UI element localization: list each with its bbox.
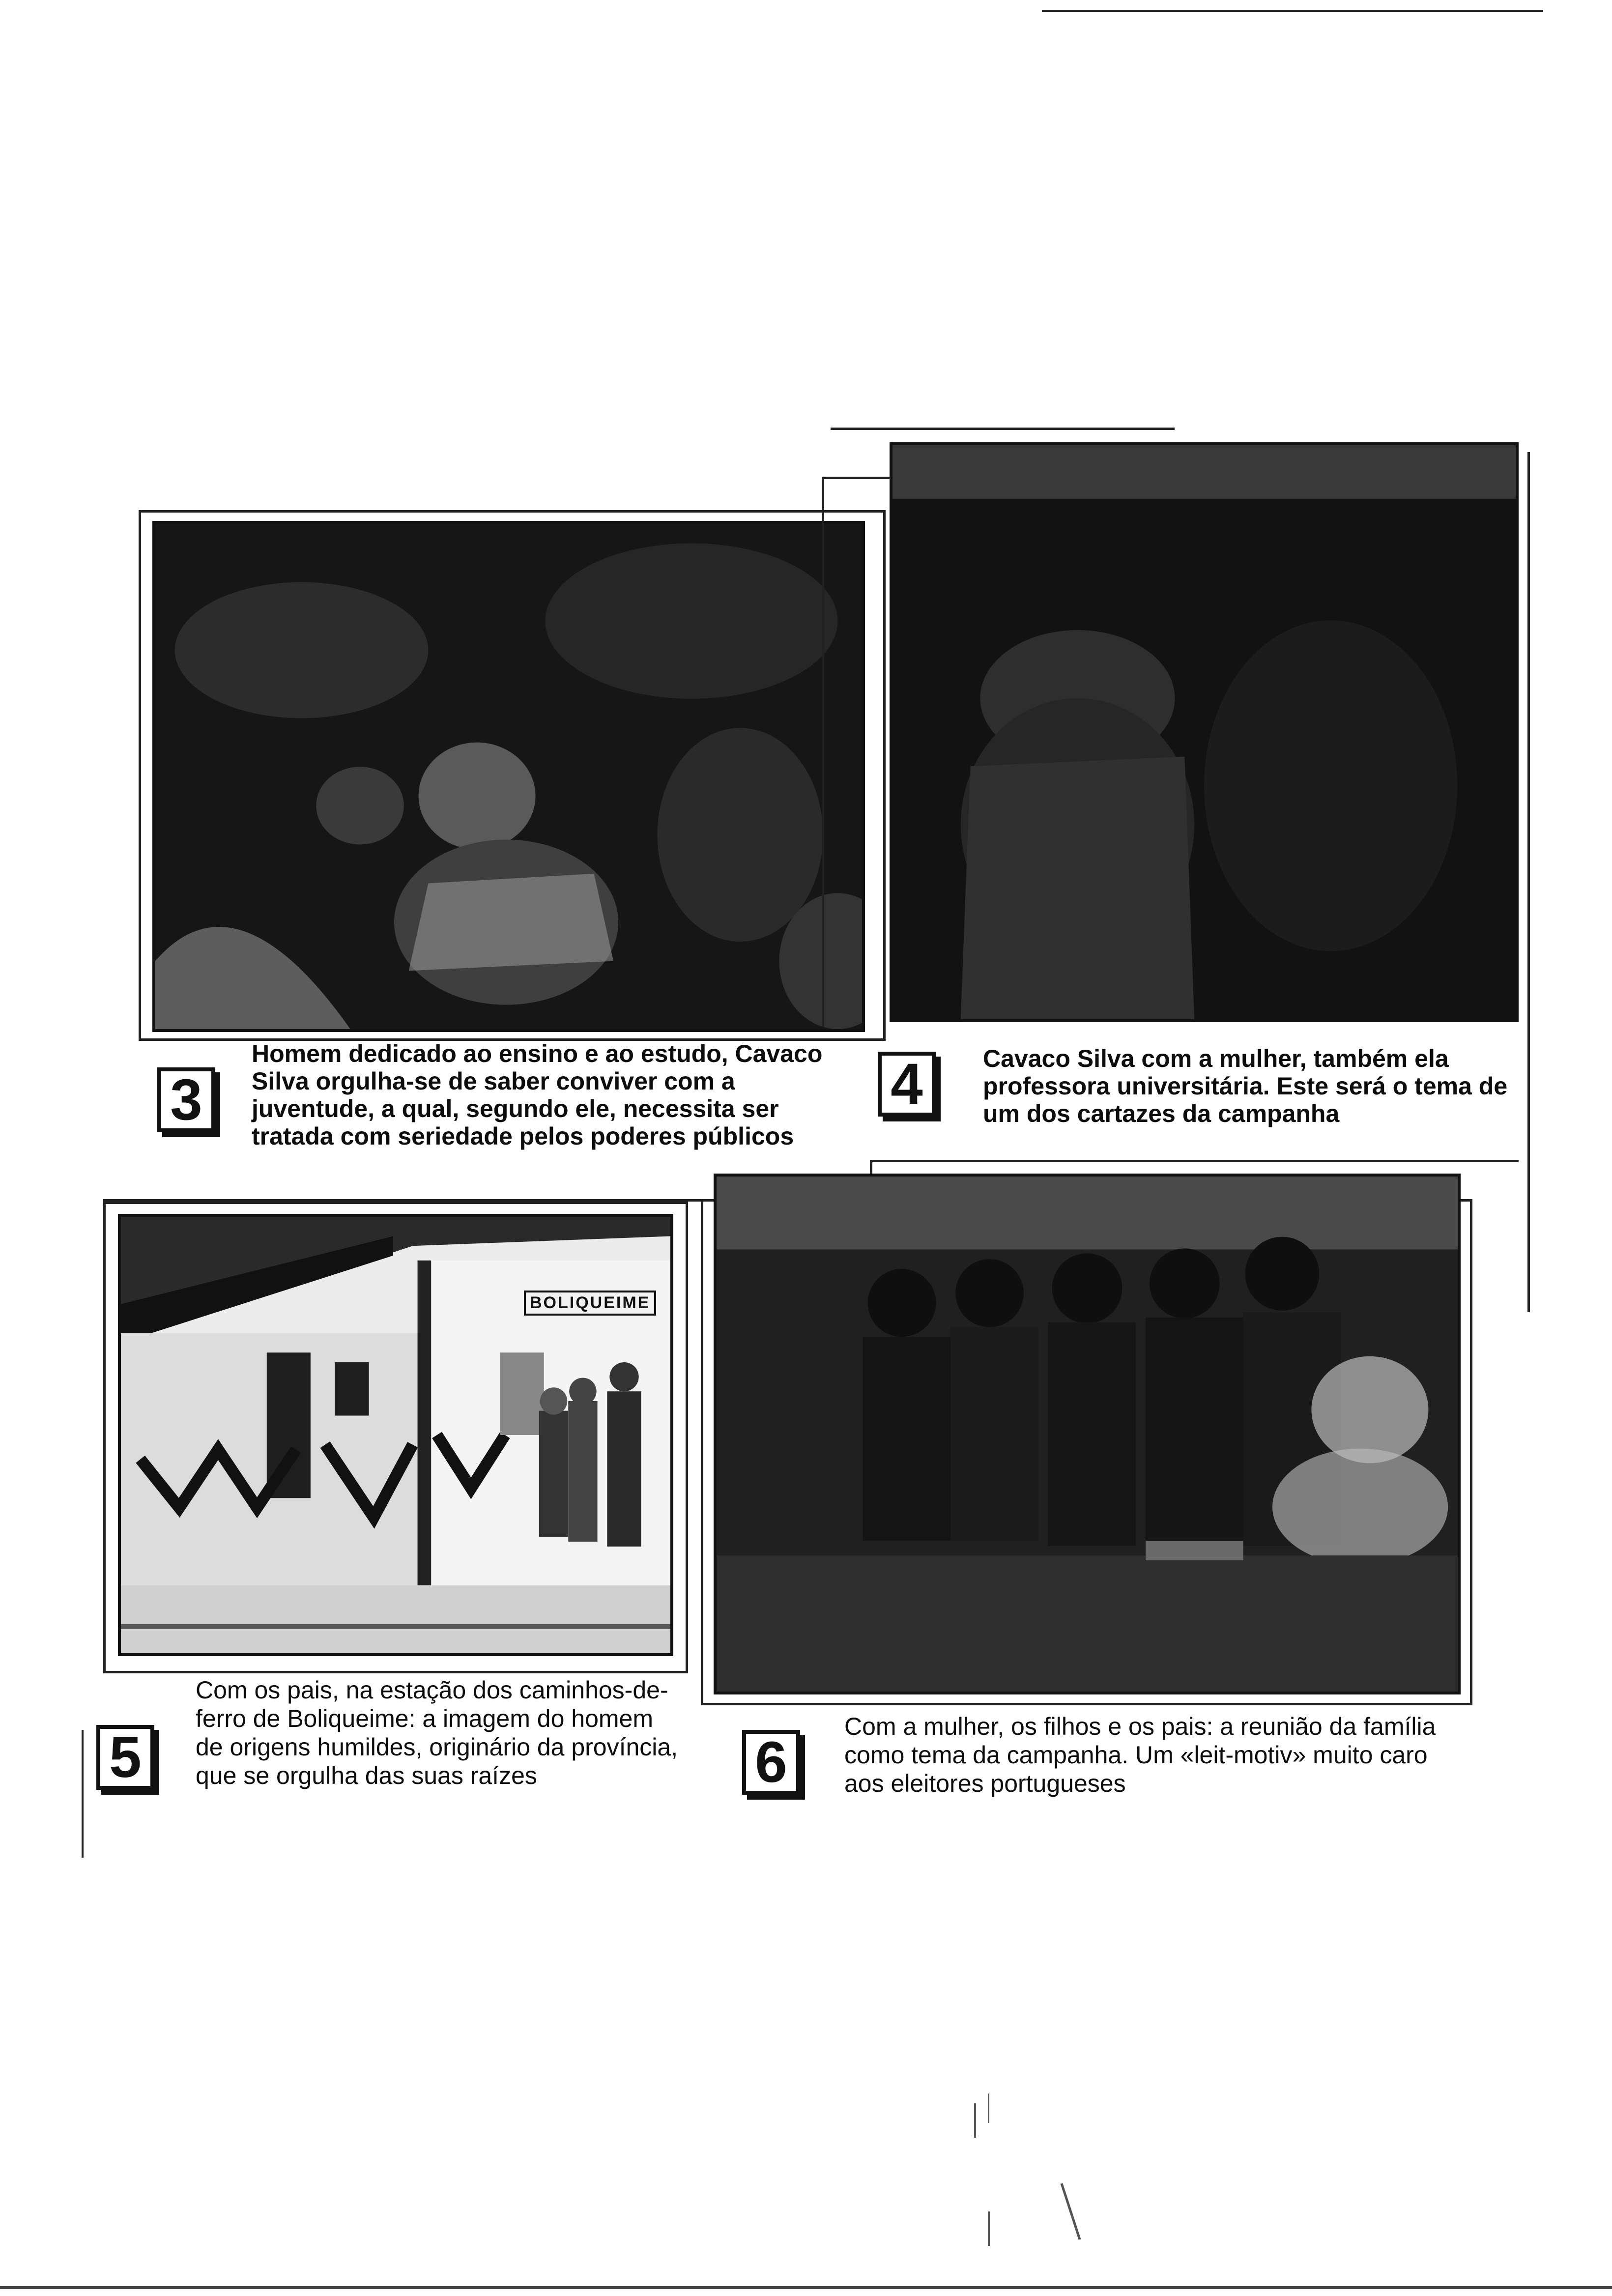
photo-5	[118, 1214, 673, 1656]
photo-6-number: 6	[742, 1730, 800, 1795]
photo-4-frame	[822, 477, 891, 1027]
photo-4-top-rule	[831, 428, 1175, 430]
photo-5-caption: Com os pais, na estação dos caminhos-de-ferro de Boliqueime: a imagem do homem de origens humildes, originário da província, que se orgulha das suas raízes	[196, 1676, 678, 1789]
scan-speck	[1061, 2183, 1081, 2240]
divider-right	[870, 1160, 1519, 1162]
left-edge-line	[82, 1730, 84, 1858]
right-edge-line	[1527, 452, 1530, 1312]
photo-4	[890, 442, 1519, 1022]
bottom-scan-rule	[0, 2286, 1612, 2289]
scan-speck	[988, 2211, 990, 2246]
photo-3-caption: Homem dedicado ao ensino e ao estudo, Cavaco Silva orgulha-se de saber conviver com a juventude, a qual, segundo ele, necessita ser tratada com seriedade pelos poderes públicos	[252, 1040, 823, 1150]
top-right-rule	[1042, 10, 1543, 12]
photo-4-number: 4	[878, 1052, 936, 1117]
photo-6	[714, 1174, 1461, 1694]
photo-3	[152, 521, 865, 1032]
photo-6-caption: Com a mulher, os filhos e os pais: a reunião da família como tema da campanha. Um «leit-motiv» muito caro aos eleitores portugueses	[844, 1713, 1436, 1797]
photo-3-image	[155, 524, 862, 1029]
photo-4-caption: Cavaco Silva com a mulher, também ela professora universitária. Este será o tema de um dos cartazes da campanha	[983, 1045, 1508, 1127]
photo-5-number: 5	[96, 1725, 154, 1790]
photo-4-image	[892, 445, 1516, 1019]
photo-6-image	[717, 1177, 1458, 1692]
station-sign: BOLIQUEIME	[524, 1291, 656, 1316]
scan-speck	[988, 2094, 989, 2123]
scan-speck	[974, 2103, 976, 2138]
photo-3-number: 3	[157, 1067, 215, 1132]
photo-5-image	[121, 1217, 670, 1653]
